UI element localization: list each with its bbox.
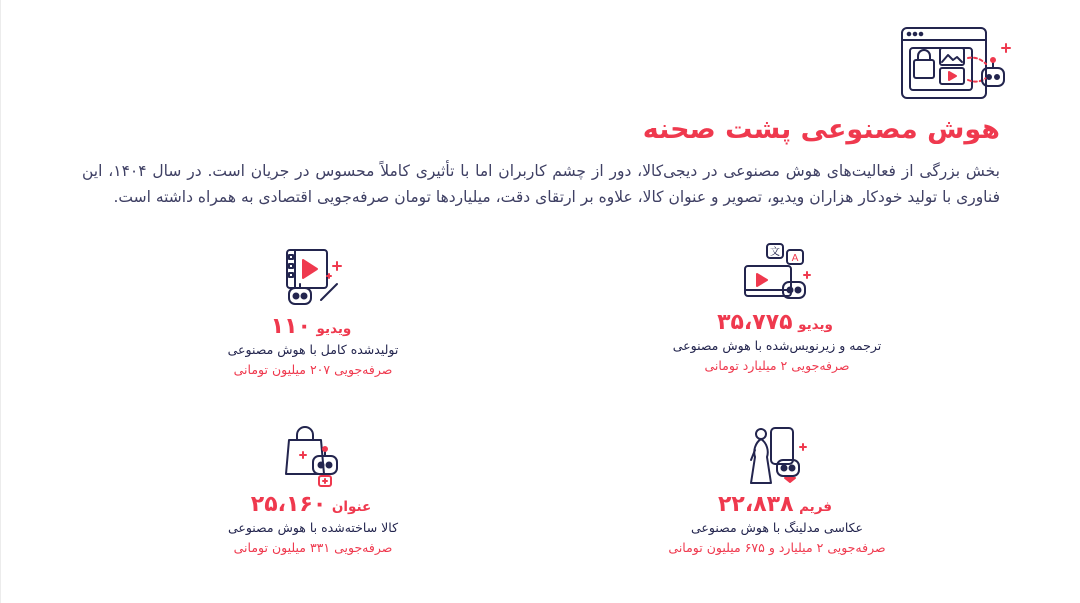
svg-text:文: 文 — [770, 247, 780, 258]
stat-unit: ویدیو — [798, 317, 833, 333]
stat-headline — [627, 310, 927, 336]
stat-modeling-frames — [627, 420, 927, 557]
stat-caption: عکاسی مدلینگ با هوش مصنوعی — [691, 520, 863, 535]
stat-caption: تولیدشده کامل با هوش مصنوعی — [227, 342, 399, 357]
stat-number: ۱۱۰ — [270, 314, 311, 339]
stat-headline — [163, 492, 463, 518]
stat-product-titles — [163, 420, 463, 557]
stat-unit: عنوان — [331, 499, 372, 515]
svg-text:A: A — [791, 253, 799, 264]
stat-saving: صرفه‌جویی ۲ میلیارد تومانی — [704, 358, 850, 373]
stat-unit: ویدیو — [316, 321, 352, 337]
shopping-bag-robot-icon — [273, 420, 353, 490]
stat-number: ۳۵،۷۷۵ — [717, 310, 793, 335]
section-description: بخش بزرگی از فعالیت‌های هوش مصنوعی در دیجی‌کالا، دور از چشم کاربران اما با تأثیری کاملاً محسوس در جریان است. در سال ۱۴۰۴، این فناوری با تولید خودکار هزاران ویدیو، تصویر و عنوان کالا، علاوه بر ارتقای دقت، میلیاردها تومان صرفه‌جویی اقتصادی به همراه داشته است. — [82, 162, 1000, 206]
section-title: هوش مصنوعی پشت صحنه — [642, 114, 1000, 145]
stat-translated-videos — [627, 238, 927, 375]
translate-video-robot-icon — [737, 238, 817, 308]
stat-headline — [627, 492, 927, 518]
stat-unit: فریم — [799, 499, 832, 515]
stat-saving: صرفه‌جویی ۳۳۱ میلیون تومانی — [233, 540, 393, 555]
browser-robot-icon — [896, 22, 1014, 104]
stat-caption: ترجمه و زیرنویس‌شده با هوش مصنوعی — [672, 338, 882, 353]
stat-saving: صرفه‌جویی ۲ میلیارد و ۶۷۵ میلیون تومانی — [668, 540, 886, 555]
model-photography-robot-icon — [737, 420, 817, 490]
stat-number: ۲۲،۸۳۸ — [718, 492, 794, 517]
stat-number: ۲۵،۱۶۰ — [250, 492, 327, 517]
stat-headline — [163, 314, 463, 340]
video-generation-robot-icon — [273, 242, 353, 312]
stat-saving: صرفه‌جویی ۲۰۷ میلیون تومانی — [233, 362, 393, 377]
stat-caption: کالا ساخته‌شده با هوش مصنوعی — [227, 520, 399, 535]
stat-generated-videos — [163, 242, 463, 379]
